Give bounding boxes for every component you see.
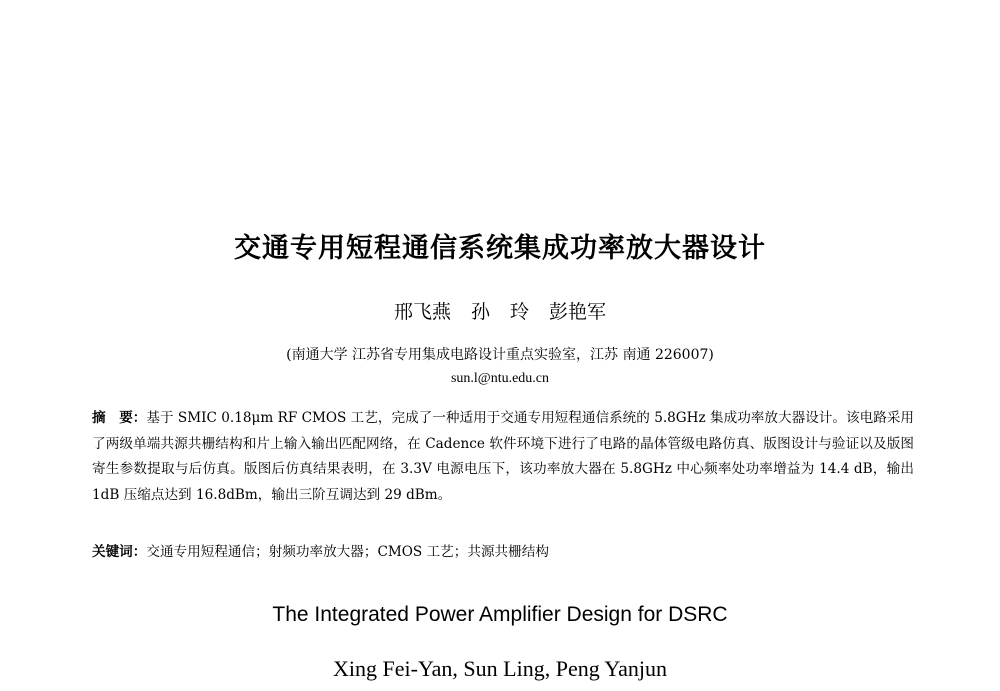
abstract-label: 摘 要： [92, 410, 147, 426]
abstract-paragraph [92, 406, 914, 508]
paper-title-chinese: 交通专用短程通信系统集成功率放大器设计 [234, 233, 766, 264]
paper-title-english: The Integrated Power Amplifier Design for DSRC [272, 603, 728, 626]
authors-chinese: 邢飞燕 孙 玲 彭艳军 [393, 301, 607, 323]
author-email: sun.l@ntu.edu.cn [450, 371, 550, 386]
keywords-text: 交通专用短程通信；射频功率放大器；CMOS 工艺；共源共栅结构 [146, 544, 549, 560]
keywords-line [92, 542, 914, 562]
abstract-text: 基于 SMIC 0.18μm RF CMOS 工艺，完成了一种适用于交通专用短程通信系统的 5.8GHz 集成功率放大器设计。该电路采用了两级单端共源共栅结构和片上输入输出匹配网络，在 Cadence 软件环境下进行了电路的晶体管级电路仿真、版图设计与验证以及版图寄生参数提取与后仿真。版图后仿真结果表明，在 3.3V 电源电压下，该功率放大器在 5.8GHz 中心频率处功率增益为 14.4 dB，输出 1dB 压缩点达到 16.8dBm，输出三阶互调达到 29 dBm。 [92, 410, 914, 503]
keywords-label: 关键词： [92, 544, 147, 560]
affiliation-chinese: (南通大学 江苏省专用集成电路设计重点实验室，江苏 南通 226007) [286, 347, 714, 363]
authors-english: Xing Fei-Yan, Sun Ling, Peng Yanjun [333, 656, 667, 681]
